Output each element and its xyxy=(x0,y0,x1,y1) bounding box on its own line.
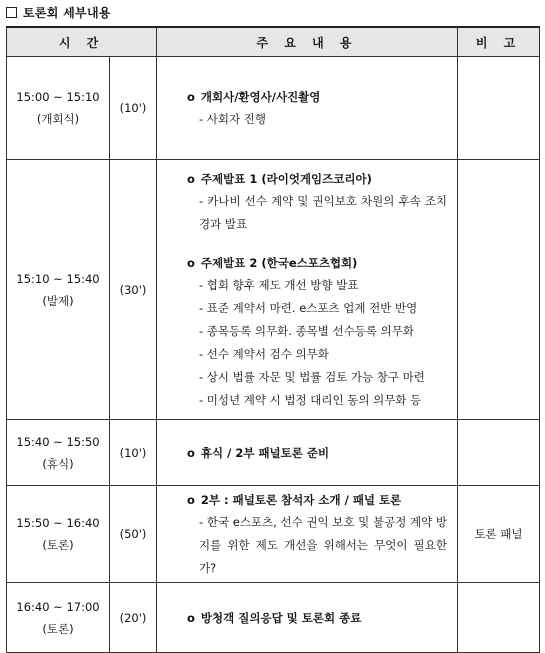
bullet-icon: o xyxy=(187,255,195,270)
time-range: 15:50 ~ 16:40 xyxy=(16,516,100,530)
item-title: o 주제발표 1 (라이엇게임즈코리아) xyxy=(187,171,372,186)
time-cell xyxy=(7,583,110,653)
note-cell xyxy=(458,583,540,653)
duration-cell: (20') xyxy=(110,583,157,653)
bullet-icon: o xyxy=(187,610,195,625)
time-cell xyxy=(7,57,110,160)
time-range: 16:40 ~ 17:00 xyxy=(16,599,100,614)
item-title: o 2부 : 패널토론 참석자 소개 / 패널 토론 xyxy=(187,492,402,507)
note-cell: 토론 패널 xyxy=(458,486,540,583)
time-label: (토론) xyxy=(42,621,74,636)
item-title: o 주제발표 2 (한국e스포츠협회) xyxy=(187,255,358,270)
time-label: (토론) xyxy=(42,538,74,552)
content-cell xyxy=(157,583,458,653)
sub-item: - 종목등록 의무화. 종목별 선수등록 의무화 xyxy=(199,323,414,338)
time-range: 15:00 ~ 15:10 xyxy=(16,90,100,104)
table-row xyxy=(7,583,540,653)
bullet-icon: o xyxy=(187,492,195,507)
checkbox-square-icon xyxy=(6,7,17,18)
table-header-row xyxy=(7,27,540,57)
bullet-icon: o xyxy=(187,89,195,104)
time-label: (개회식) xyxy=(36,112,80,126)
content-cell xyxy=(157,57,458,160)
sub-item: - 상시 법률 자문 및 법률 검토 가능 창구 마련 xyxy=(199,369,425,384)
item-title: o 방청객 질의응답 및 토론회 종료 xyxy=(187,610,362,625)
duration-cell: (50') xyxy=(110,486,157,583)
note-cell xyxy=(458,57,540,160)
section-heading-text: 토론회 세부내용 xyxy=(23,5,111,20)
content-cell xyxy=(157,486,458,583)
header-content: 주 요 내 용 xyxy=(157,27,458,57)
content-cell xyxy=(157,420,458,486)
time-cell xyxy=(7,420,110,486)
bullet-icon: o xyxy=(187,445,195,460)
time-label: (발제) xyxy=(42,293,74,308)
sub-item: - 사회자 진행 xyxy=(199,111,267,126)
bullet-icon: o xyxy=(187,171,195,186)
time-cell xyxy=(7,160,110,420)
table-row xyxy=(7,420,540,486)
time-range: 15:40 ~ 15:50 xyxy=(16,434,100,449)
item-title: o 개회사/환영사/사진촬영 xyxy=(187,89,321,104)
table-row xyxy=(7,486,540,583)
note-cell xyxy=(458,420,540,486)
content-cell xyxy=(157,160,458,420)
sub-item: - 선수 계약서 검수 의무화 xyxy=(199,346,329,361)
time-cell xyxy=(7,486,110,583)
note-cell xyxy=(458,160,540,420)
sub-item: - 미성년 계약 시 법정 대리인 동의 의무화 등 xyxy=(199,392,422,407)
sub-item: - 한국 e스포츠, 선수 권익 보호 및 불공정 계약 방지를 위한 제도 개선을 위해서는 무엇이 필요한가? xyxy=(199,514,447,575)
sub-item: - 카나비 선수 계약 및 권익보호 차원의 후속 조치 경과 발표 xyxy=(199,193,447,231)
time-range: 15:10 ~ 15:40 xyxy=(16,271,100,286)
section-heading xyxy=(6,2,111,22)
item-title: o 휴식 / 2부 패널토론 준비 xyxy=(187,445,330,460)
duration-cell: (10') xyxy=(110,57,157,160)
schedule-table xyxy=(6,26,540,653)
duration-cell: (30') xyxy=(110,160,157,420)
sub-item: - 표준 계약서 마련. e스포츠 업계 전반 반영 xyxy=(199,300,418,315)
table-row xyxy=(7,57,540,160)
sub-item: - 협회 향후 제도 개선 방향 발표 xyxy=(199,277,359,292)
header-time: 시 간 xyxy=(7,27,157,57)
table-row xyxy=(7,160,540,420)
duration-cell: (10') xyxy=(110,420,157,486)
time-label: (휴식) xyxy=(42,456,74,471)
header-note: 비 고 xyxy=(458,27,540,57)
